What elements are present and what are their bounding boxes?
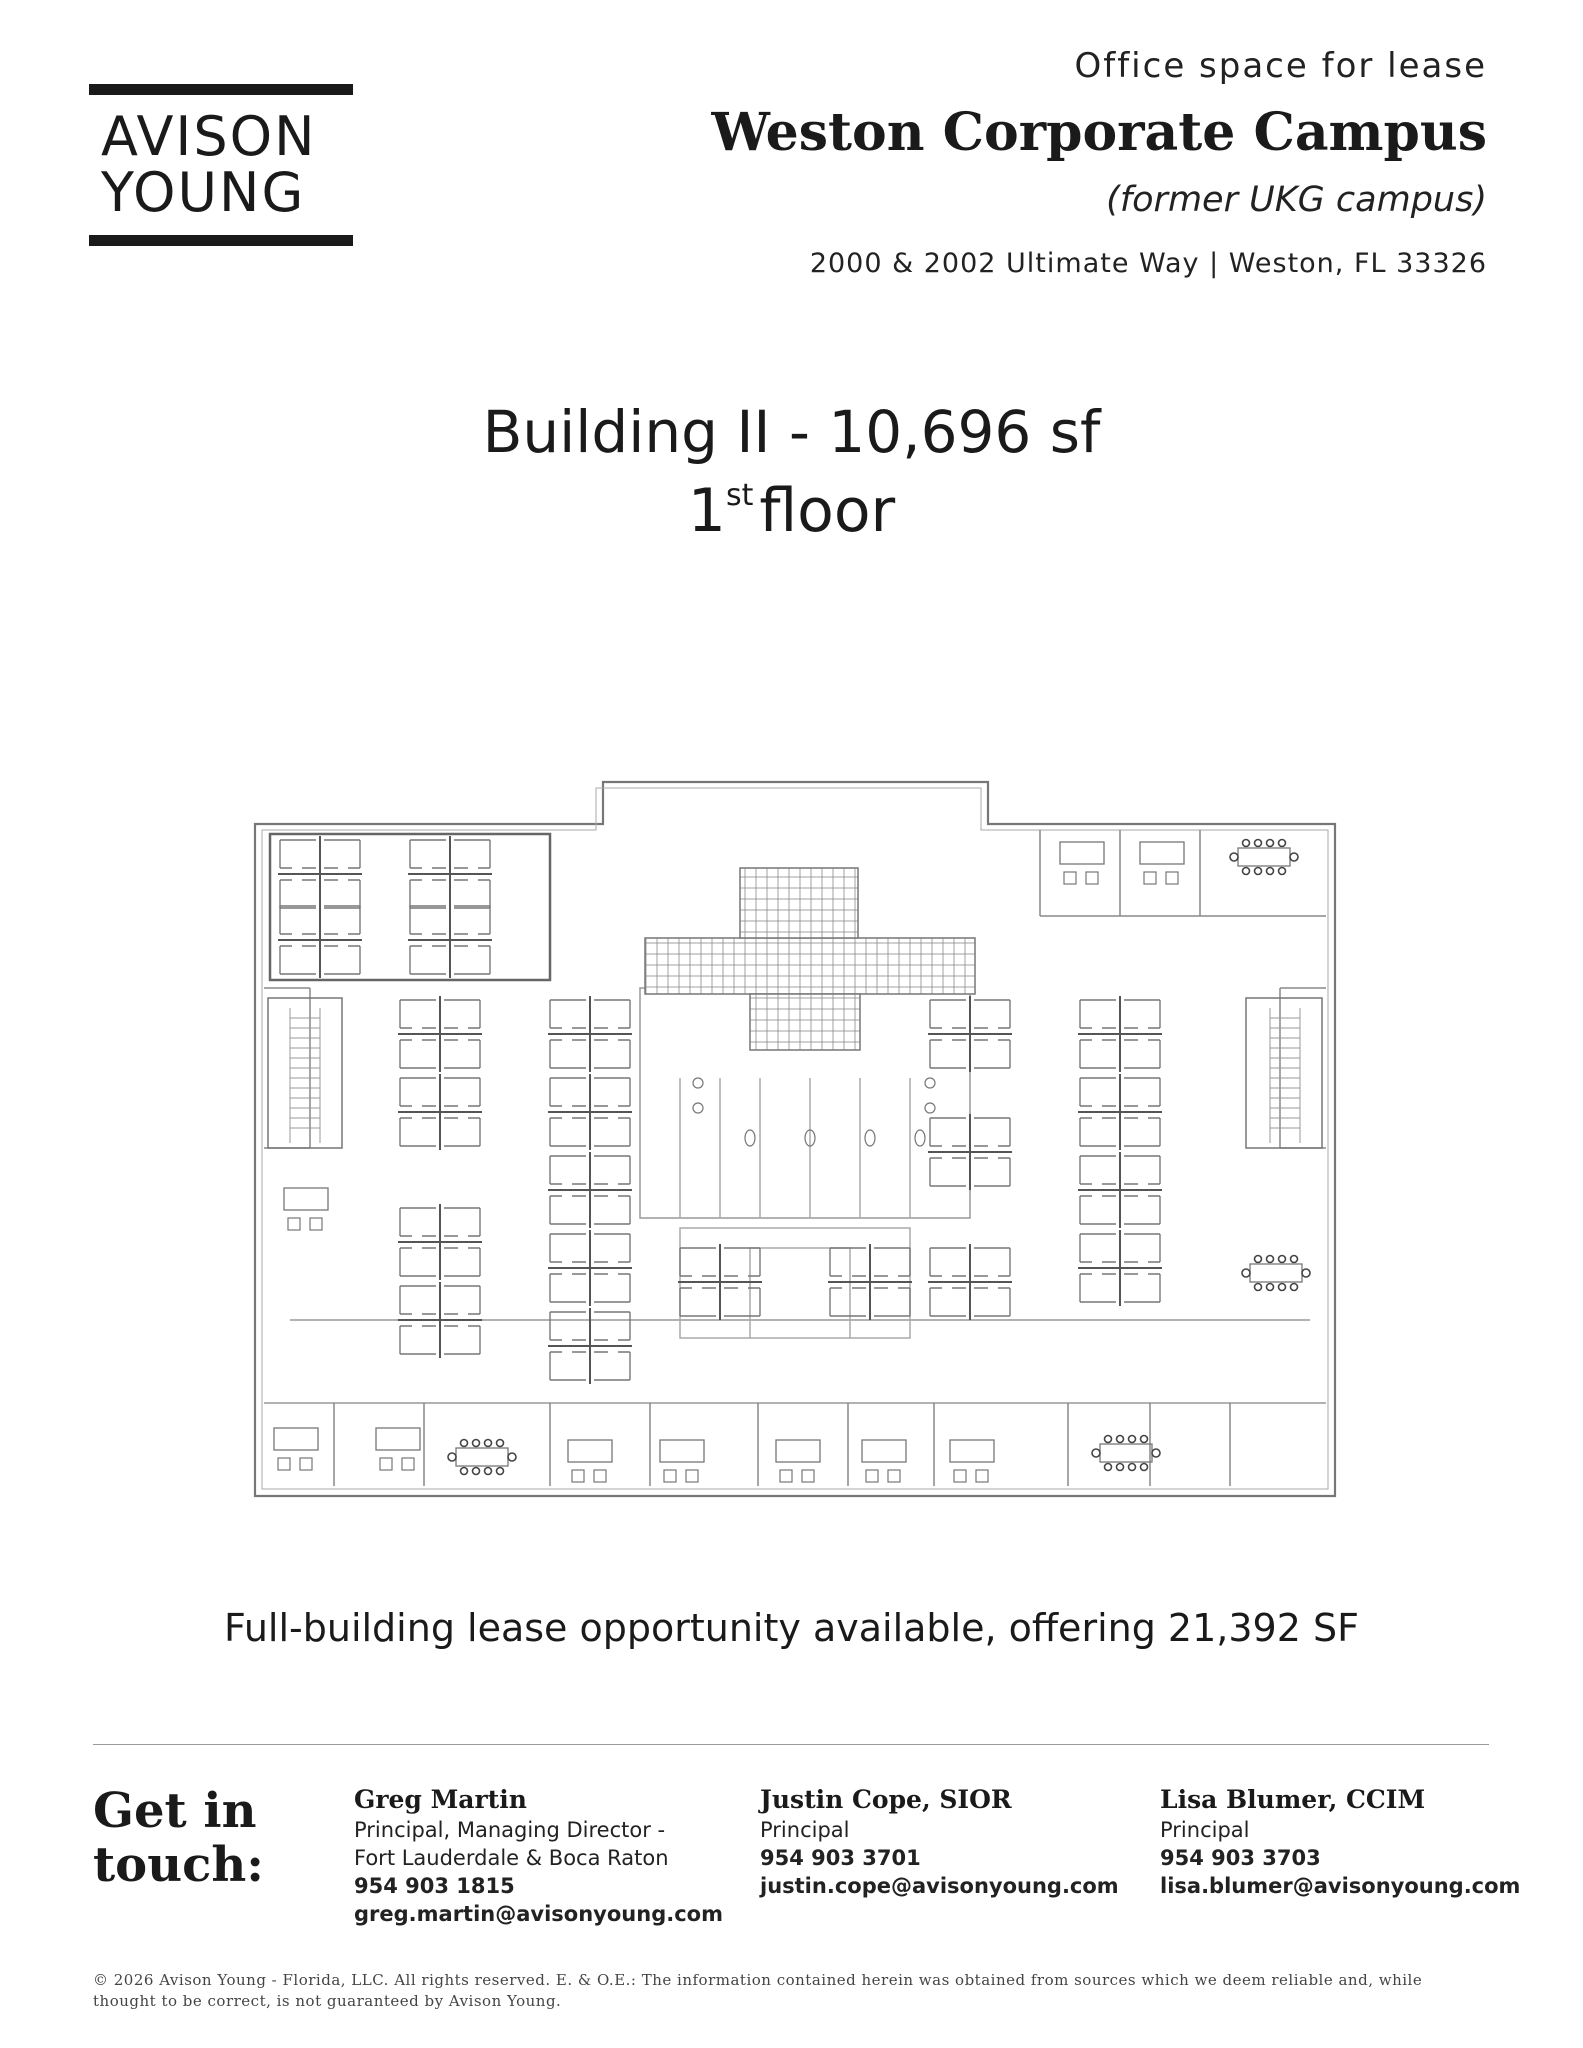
property-address: 2000 & 2002 Ultimate Way | Weston, FL 33326 [809, 248, 1487, 279]
offering-statement: Full-building lease opportunity available, offering 21,392 SF [224, 1606, 1359, 1650]
property-name: Weston Corporate Campus [711, 102, 1487, 163]
floor-number: 1 [687, 476, 726, 546]
contact-email[interactable]: greg.martin@avisonyoung.com [354, 1902, 723, 1926]
contact-greg-martin [354, 1784, 723, 1928]
former-name: (former UKG campus) [1106, 180, 1487, 220]
contact-email[interactable]: justin.cope@avisonyoung.com [760, 1874, 1119, 1898]
logo-top-bar [89, 84, 353, 95]
contact-name: Lisa Blumer, CCIM [1160, 1785, 1426, 1814]
get-in-touch-line-2: touch: [93, 1837, 264, 1893]
contact-title-line-1: Principal, Managing Director - [354, 1818, 666, 1842]
footer-divider [93, 1744, 1489, 1745]
logo-line-2: YOUNG [101, 161, 306, 224]
logo-bottom-bar [89, 235, 353, 246]
contact-justin-cope [760, 1784, 1119, 1900]
legal-disclaimer [93, 1970, 1493, 2012]
contact-title-line-1: Principal [1160, 1818, 1250, 1842]
building-size-title: Building II - 10,696 sf [482, 398, 1101, 466]
logo-line-1: AVISON [101, 105, 317, 168]
contact-title-line-2: Fort Lauderdale & Boca Raton [354, 1846, 669, 1870]
contact-phone[interactable]: 954 903 1815 [354, 1874, 515, 1898]
contact-email[interactable]: lisa.blumer@avisonyoung.com [1160, 1874, 1521, 1898]
contact-lisa-blumer [1160, 1784, 1520, 1900]
legal-line-2: thought to be correct, is not guaranteed by Avison Young. [93, 1992, 562, 2010]
contact-phone[interactable]: 954 903 3703 [1160, 1846, 1321, 1870]
legal-line-1: © 2026 Avison Young - Florida, LLC. All rights reserved. E. & O.E.: The information contained herein was obtained from sources which we deem reliable and, while [93, 1971, 1423, 1989]
floor-plan-drawing [250, 778, 1340, 1500]
floor-word: floor [759, 476, 896, 546]
get-in-touch-line-1: Get in [93, 1783, 257, 1839]
contact-phone[interactable]: 954 903 3701 [760, 1846, 921, 1870]
avison-young-logo [89, 84, 353, 246]
floor-ordinal-suffix: st [725, 478, 754, 513]
listing-eyebrow: Office space for lease [1074, 46, 1487, 86]
contact-name: Greg Martin [354, 1785, 527, 1814]
floor-label [0, 476, 1583, 546]
get-in-touch-heading [93, 1784, 264, 1892]
contact-title-line-1: Principal [760, 1818, 850, 1842]
contact-name: Justin Cope, SIOR [760, 1785, 1012, 1814]
